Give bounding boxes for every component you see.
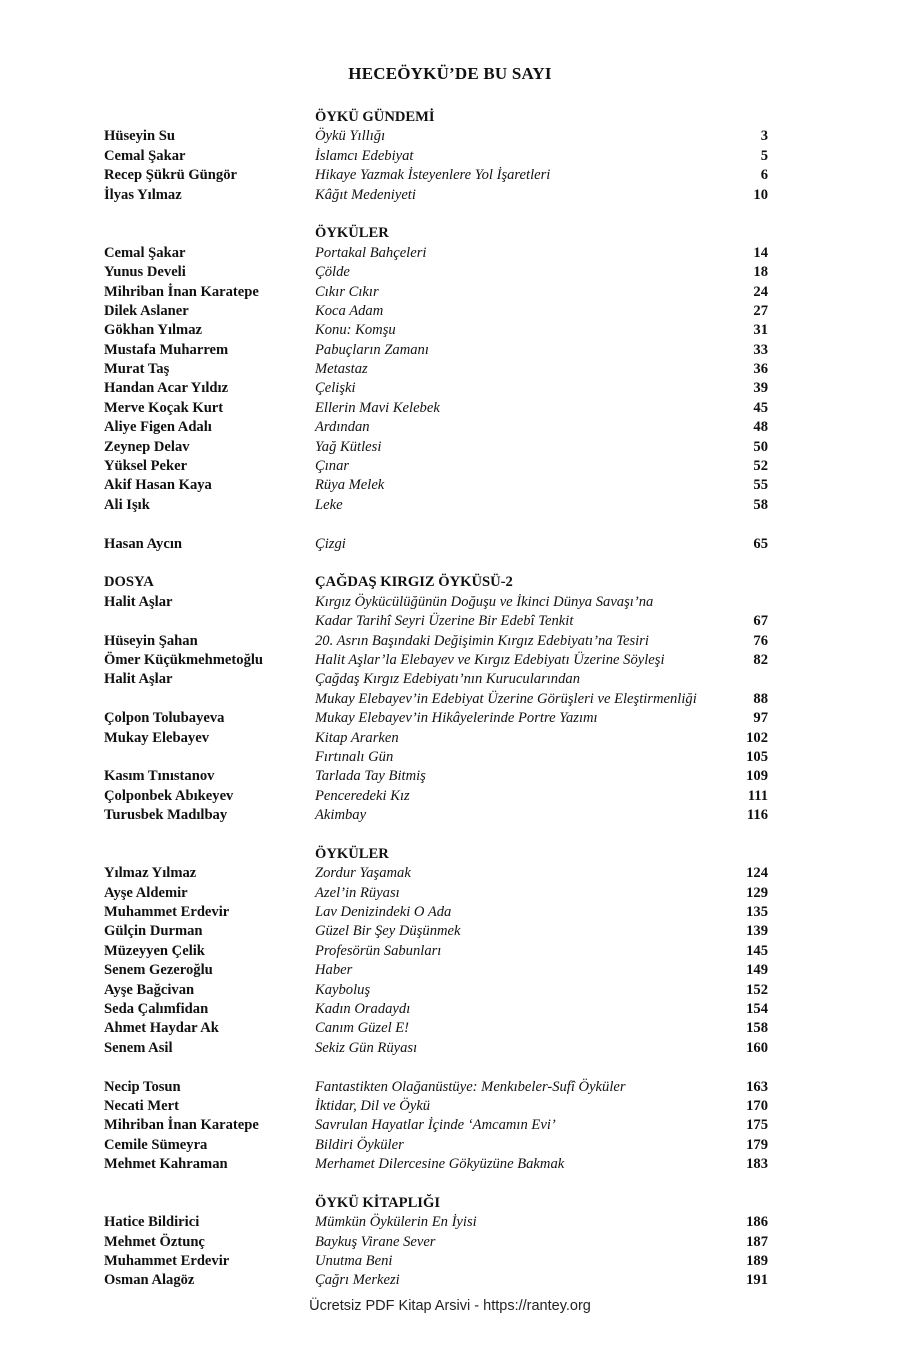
entry-author: Senem Gezeroğlu xyxy=(104,962,213,979)
entry-title: Koca Adam xyxy=(315,302,384,319)
entry-page-number: 163 xyxy=(746,1078,768,1095)
entry-title: Çağrı Merkezi xyxy=(315,1272,400,1289)
entry-author: Gökhan Yılmaz xyxy=(104,322,202,339)
entry-page-number: 154 xyxy=(746,1000,768,1017)
toc-entry xyxy=(104,981,768,1000)
entry-author: Merve Koçak Kurt xyxy=(104,399,224,416)
section-heading: ÖYKÜ GÜNDEMİ xyxy=(315,109,435,125)
entry-author: Aliye Figen Adalı xyxy=(104,419,212,436)
entry-title: Tarlada Tay Bitmiş xyxy=(315,768,426,785)
entry-title: Fantastikten Olağanüstüye: Menkıbeler-Sufî Öyküler xyxy=(315,1078,626,1095)
toc-entry xyxy=(104,748,768,767)
toc-entry xyxy=(104,632,768,651)
toc-entry xyxy=(104,806,768,825)
entry-title: 20. Asrın Başındaki Değişimin Kırgız Edebiyatı’na Tesiri xyxy=(315,632,649,649)
entry-author: Hüseyin Su xyxy=(104,128,175,145)
toc-entry xyxy=(104,787,768,806)
section-heading-row xyxy=(104,224,768,243)
entry-author: Mehmet Öztunç xyxy=(104,1233,205,1250)
entry-page-number: 48 xyxy=(753,419,768,436)
entry-page-number: 55 xyxy=(753,477,768,494)
entry-page-number: 149 xyxy=(746,962,768,979)
entry-author: Seda Çalımfidan xyxy=(104,1000,209,1017)
entry-page-number: 191 xyxy=(746,1272,768,1289)
entry-title: Ellerin Mavi Kelebek xyxy=(315,399,440,416)
entry-author: Dilek Aslaner xyxy=(104,302,189,319)
entry-title: Çizgi xyxy=(315,535,346,552)
entry-page-number: 10 xyxy=(753,186,768,203)
entry-title: Çağdaş Kırgız Edebiyatı’nın Kurucularından xyxy=(315,671,580,688)
entry-author: Mukay Elebayev xyxy=(104,729,209,746)
toc-entry xyxy=(104,1019,768,1038)
toc-entry xyxy=(104,186,768,205)
entry-author: Senem Asil xyxy=(104,1039,173,1056)
entry-title: Rüya Melek xyxy=(315,477,385,494)
toc-entry xyxy=(104,884,768,903)
section-heading-row xyxy=(104,1194,768,1213)
entry-title: Baykuş Virane Sever xyxy=(315,1233,436,1250)
section-spacer xyxy=(104,825,768,844)
entry-title: Öykü Yıllığı xyxy=(315,128,386,145)
entry-title: Çelişki xyxy=(315,380,356,397)
entry-author: Necati Mert xyxy=(104,1097,179,1114)
entry-author: Gülçin Durman xyxy=(104,923,203,940)
table-of-contents xyxy=(104,108,768,1291)
entry-page-number: 39 xyxy=(753,380,768,397)
toc-entry xyxy=(104,1252,768,1271)
section-spacer xyxy=(104,205,768,224)
toc-entry xyxy=(104,476,768,495)
entry-title: Portakal Bahçeleri xyxy=(315,244,427,261)
toc-entry xyxy=(104,942,768,961)
toc-entry xyxy=(104,283,768,302)
entry-page-number: 14 xyxy=(753,244,768,261)
entry-author: Halit Aşlar xyxy=(104,593,173,610)
entry-title: Canım Güzel E! xyxy=(315,1020,410,1037)
toc-entry xyxy=(104,690,768,709)
toc-entry xyxy=(104,922,768,941)
toc-entry xyxy=(104,496,768,515)
page-title: HECEÖYKÜ’DE BU SAYI xyxy=(348,64,552,83)
entry-title: Zordur Yaşamak xyxy=(315,865,411,882)
entry-author: Yılmaz Yılmaz xyxy=(104,865,197,882)
entry-author: Ayşe Bağcivan xyxy=(104,981,195,998)
entry-author: Necip Tosun xyxy=(104,1078,181,1095)
entry-author: Çolponbek Abıkeyev xyxy=(104,787,234,804)
section-heading-row xyxy=(104,845,768,864)
entry-page-number: 170 xyxy=(746,1097,768,1114)
toc-entry xyxy=(104,961,768,980)
entry-title: Halit Aşlar’la Elebayev ve Kırgız Edebiyatı Üzerine Söyleşi xyxy=(315,651,665,668)
entry-title: İslamcı Edebiyat xyxy=(315,147,414,164)
entry-title: Fırtınalı Gün xyxy=(315,748,394,765)
entry-author: Ömer Küçükmehmetoğlu xyxy=(104,651,264,668)
entry-author: Handan Acar Yıldız xyxy=(104,380,229,397)
entry-title: Azel’in Rüyası xyxy=(315,884,400,901)
entry-page-number: 183 xyxy=(746,1156,768,1173)
toc-entry xyxy=(104,535,768,554)
entry-author: Cemile Sümeyra xyxy=(104,1136,208,1153)
section-heading: ÖYKÜ KİTAPLIĞI xyxy=(315,1194,441,1211)
entry-author: Cemal Şakar xyxy=(104,147,186,164)
entry-title: Akimbay xyxy=(315,807,367,824)
toc-entry xyxy=(104,360,768,379)
entry-title: Hikaye Yazmak İsteyenlere Yol İşaretleri xyxy=(315,167,551,184)
toc-entry xyxy=(104,263,768,282)
entry-title: Kadın Oradaydı xyxy=(315,1000,411,1017)
entry-page-number: 129 xyxy=(746,884,768,901)
entry-author: Yüksel Peker xyxy=(104,458,188,475)
entry-author: Hüseyin Şahan xyxy=(104,632,198,649)
entry-page-number: 179 xyxy=(746,1136,768,1153)
toc-entry xyxy=(104,438,768,457)
toc-entry xyxy=(104,302,768,321)
entry-author: Zeynep Delav xyxy=(104,438,190,455)
entry-page-number: 67 xyxy=(753,613,768,630)
entry-author: DOSYA xyxy=(104,574,154,591)
entry-page-number: 24 xyxy=(753,283,768,300)
entry-title: Pabuçların Zamanı xyxy=(315,341,429,358)
toc-entry xyxy=(104,709,768,728)
toc-entry xyxy=(104,612,768,631)
toc-entry xyxy=(104,147,768,166)
entry-author: Ali Işık xyxy=(104,496,150,513)
entry-author: Hasan Aycın xyxy=(104,535,182,552)
section-spacer xyxy=(104,515,768,534)
entry-title: Mukay Elebayev’in Edebiyat Üzerine Görüşleri ve Eleştirmenliği xyxy=(315,690,697,707)
entry-page-number: 50 xyxy=(753,438,768,455)
entry-title: Cıkır Cıkır xyxy=(315,283,379,300)
section-heading: ÖYKÜLER xyxy=(315,845,389,862)
entry-page-number: 189 xyxy=(746,1253,768,1270)
entry-page-number: 109 xyxy=(746,768,768,785)
footer-source-note: Ücretsiz PDF Kitap Arsivi - https://rantey.org xyxy=(309,1298,591,1314)
entry-page-number: 175 xyxy=(746,1117,768,1134)
toc-entry xyxy=(104,729,768,748)
section-heading: ÇAĞDAŞ KIRGIZ ÖYKÜSÜ-2 xyxy=(315,574,513,591)
toc-entry xyxy=(104,1155,768,1174)
entry-author: Yunus Develi xyxy=(104,264,186,281)
entry-page-number: 102 xyxy=(746,729,768,746)
entry-title: Kâğıt Medeniyeti xyxy=(315,186,416,203)
entry-page-number: 52 xyxy=(753,458,768,475)
toc-entry xyxy=(104,1213,768,1232)
entry-title: Haber xyxy=(315,962,353,979)
entry-title: İktidar, Dil ve Öykü xyxy=(315,1097,431,1114)
entry-page-number: 45 xyxy=(753,399,768,416)
entry-title: Ardından xyxy=(315,419,370,436)
toc-entry xyxy=(104,244,768,263)
entry-page-number: 82 xyxy=(753,651,768,668)
toc-entry xyxy=(104,651,768,670)
toc-entry xyxy=(104,593,768,612)
entry-page-number: 160 xyxy=(746,1039,768,1056)
toc-entry xyxy=(104,1097,768,1116)
toc-entry xyxy=(104,1078,768,1097)
toc-entry xyxy=(104,341,768,360)
entry-title: Unutma Beni xyxy=(315,1253,393,1270)
entry-author: Cemal Şakar xyxy=(104,244,186,261)
entry-page-number: 76 xyxy=(753,632,768,649)
entry-page-number: 5 xyxy=(760,147,768,164)
toc-entry xyxy=(104,670,768,689)
entry-title: Güzel Bir Şey Düşünmek xyxy=(315,923,461,940)
entry-page-number: 6 xyxy=(760,167,768,184)
entry-page-number: 65 xyxy=(753,535,768,552)
entry-title: Lav Denizindeki O Ada xyxy=(315,904,452,921)
entry-page-number: 58 xyxy=(753,496,768,513)
entry-page-number: 3 xyxy=(760,128,768,145)
toc-entry xyxy=(104,418,768,437)
entry-author: Halit Aşlar xyxy=(104,671,173,688)
section-spacer xyxy=(104,554,768,573)
section-spacer xyxy=(104,1174,768,1193)
entry-author: Müzeyyen Çelik xyxy=(104,942,205,959)
entry-author: Mihriban İnan Karatepe xyxy=(104,1117,259,1134)
toc-entry xyxy=(104,1233,768,1252)
entry-title: Kırgız Öykücülüğünün Doğuşu ve İkinci Dünya Savaşı’na xyxy=(315,593,654,610)
entry-page-number: 88 xyxy=(753,690,768,707)
entry-author: Mustafa Muharrem xyxy=(104,341,229,358)
toc-entry xyxy=(104,166,768,185)
entry-title: Metastaz xyxy=(315,361,368,378)
entry-title: Penceredeki Kız xyxy=(315,787,410,804)
toc-entry xyxy=(104,399,768,418)
entry-author: Hatice Bildirici xyxy=(104,1214,200,1231)
entry-author: Osman Alagöz xyxy=(104,1272,195,1289)
toc-entry xyxy=(104,1116,768,1135)
toc-entry xyxy=(104,379,768,398)
toc-entry xyxy=(104,1039,768,1058)
entry-page-number: 152 xyxy=(746,981,768,998)
entry-author: Muhammet Erdevir xyxy=(104,904,230,921)
entry-title: Konu: Komşu xyxy=(315,322,396,339)
toc-entry xyxy=(104,127,768,146)
toc-entry xyxy=(104,321,768,340)
entry-page-number: 124 xyxy=(746,865,768,882)
entry-page-number: 139 xyxy=(746,923,768,940)
entry-page-number: 36 xyxy=(753,361,768,378)
entry-author: İlyas Yılmaz xyxy=(104,186,182,203)
entry-page-number: 187 xyxy=(746,1233,768,1250)
toc-entry xyxy=(104,1000,768,1019)
section-heading-row xyxy=(104,108,768,127)
entry-page-number: 111 xyxy=(747,787,768,804)
entry-author: Ayşe Aldemir xyxy=(104,884,188,901)
entry-author: Murat Taş xyxy=(104,361,170,378)
entry-title: Profesörün Sabunları xyxy=(315,942,442,959)
entry-page-number: 145 xyxy=(746,942,768,959)
entry-page-number: 18 xyxy=(753,264,768,281)
entry-page-number: 158 xyxy=(746,1020,768,1037)
entry-author: Recep Şükrü Güngör xyxy=(104,167,237,184)
entry-page-number: 27 xyxy=(753,302,768,319)
toc-entry xyxy=(104,903,768,922)
toc-entry xyxy=(104,864,768,883)
entry-author: Akif Hasan Kaya xyxy=(104,477,212,494)
entry-author: Mehmet Kahraman xyxy=(104,1156,228,1173)
entry-title: Çınar xyxy=(315,458,350,475)
entry-author: Kasım Tınıstanov xyxy=(104,768,215,785)
entry-author: Muhammet Erdevir xyxy=(104,1253,230,1270)
entry-page-number: 97 xyxy=(753,710,768,727)
entry-page-number: 116 xyxy=(746,807,768,824)
entry-title: Savrulan Hayatlar İçinde ‘Amcamın Evi’ xyxy=(315,1117,556,1134)
entry-title: Mümkün Öykülerin En İyisi xyxy=(315,1214,477,1231)
section-spacer xyxy=(104,1058,768,1077)
entry-page-number: 105 xyxy=(746,748,768,765)
entry-title: Mukay Elebayev’in Hikâyelerinde Portre Yazımı xyxy=(315,710,598,727)
entry-author: Turusbek Madılbay xyxy=(104,807,228,824)
entry-title: Kayboluş xyxy=(315,981,371,998)
section-heading: ÖYKÜLER xyxy=(315,225,389,242)
entry-author: Çolpon Tolubayeva xyxy=(104,710,225,727)
entry-title: Sekiz Gün Rüyası xyxy=(315,1039,418,1056)
section-heading-row xyxy=(104,573,768,592)
entry-author: Ahmet Haydar Ak xyxy=(104,1020,219,1037)
entry-author: Mihriban İnan Karatepe xyxy=(104,283,259,300)
entry-title: Merhamet Dilercesine Gökyüzüne Bakmak xyxy=(315,1156,565,1173)
toc-entry xyxy=(104,1271,768,1290)
entry-page-number: 186 xyxy=(746,1214,768,1231)
entry-title: Leke xyxy=(315,496,343,513)
entry-page-number: 31 xyxy=(753,322,768,339)
entry-title: Kitap Ararken xyxy=(315,729,399,746)
entry-title: Yağ Kütlesi xyxy=(315,438,382,455)
entry-title: Kadar Tarihî Seyri Üzerine Bir Edebî Tenkit xyxy=(315,613,574,630)
toc-entry xyxy=(104,1136,768,1155)
entry-title: Bildiri Öyküler xyxy=(315,1136,404,1153)
toc-entry xyxy=(104,767,768,786)
toc-entry xyxy=(104,457,768,476)
entry-page-number: 33 xyxy=(753,341,768,358)
entry-page-number: 135 xyxy=(746,904,768,921)
entry-title: Çölde xyxy=(315,264,350,281)
